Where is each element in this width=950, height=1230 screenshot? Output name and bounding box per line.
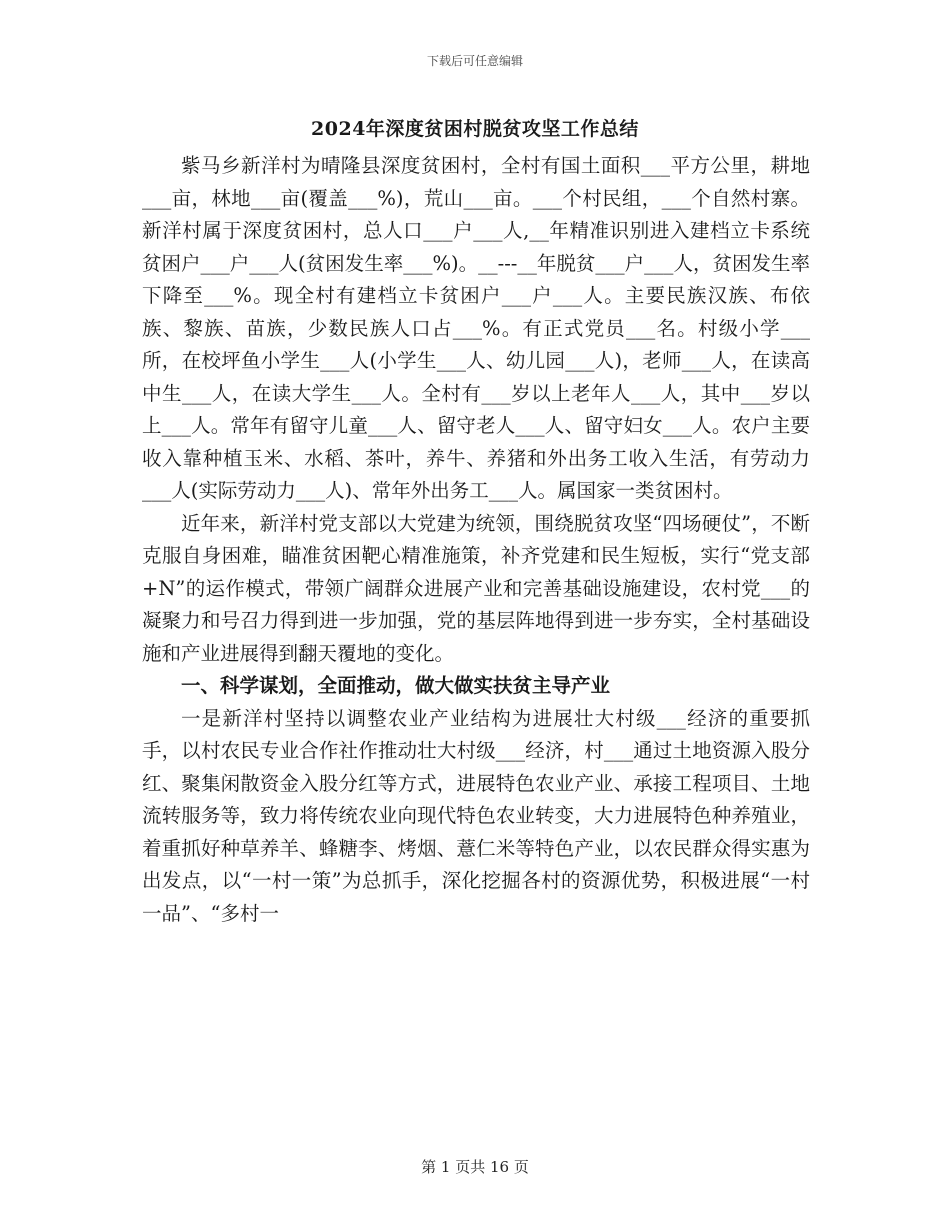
paragraph-party-building: 近年来，新洋村党支部以大党建为统领，围绕脱贫攻坚“四场硬仗”，不断克服自身困难，瞄准贫困靶心精准施策，补齐党建和民生短板，实行“党支部+N”的运作模式，带领广阔群众进展产业和完善基础设施建设，农村党___的凝聚力和号召力得到进一步加强，党的基层阵地得到进一步夯实，全村基础设施和产业进展得到翻天覆地的变化。 bbox=[142, 511, 810, 665]
document-body bbox=[142, 150, 810, 930]
paragraph-industry: 一是新洋村坚持以调整农业产业结构为进展壮大村级___经济的重要抓手，以村农民专业合作社作推动壮大村级___经济，村___通过土地资源入股分红、聚集闲散资金入股分红等方式，进展特色农业产业、承接工程项目、土地流转服务等，致力将传统农业向现代特色农业转变，大力进展特色种养殖业，着重抓好种草养羊、蜂糖李、烤烟、薏仁米等特色产业，以农民群众得实惠为出发点，以“一村一策”为总抓手，深化挖掘各村的资源优势，积极进展“一村一品”、“多村一 bbox=[142, 706, 810, 925]
page-number: 第 1 页共 16 页 bbox=[421, 1158, 529, 1176]
section-heading: 一、科学谋划，全面推动，做大做实扶贫主导产业 bbox=[181, 674, 611, 697]
document-title: 2024年深度贫困村脱贫攻坚工作总结 bbox=[311, 118, 639, 140]
paragraph-village-overview: 紫马乡新洋村为晴隆县深度贫困村，全村有国土面积___平方公里，耕地___亩，林地___亩(覆盖___%)，荒山___亩。___个村民组，___个自然村寨。新洋村属于深度贫困村，总人口___户___人,__年精准识别进入建档立卡系统贫困户___户___人(贫困发生率___%)。__---__年脱贫___户___人，贫困发生率下降至___%。现全村有建档立卡贫困户___户___人。主要民族汉族、布依族、黎族、苗族，少数民族人口占___%。有正式党员___名。村级小学___所，在校坪鱼小学生___人(小学生___人、幼儿园___人)，老师___人，在读高中生___人，在读大学生___人。全村有___岁以上老年人___人，其中___岁以上___人。常年有留守儿童___人、留守老人___人、留守妇女___人。农户主要收入靠种植玉米、水稻、茶叶，养牛、养猪和外出务工收入生活，有劳动力___人(实际劳动力___人)、常年外出务工___人。属国家一类贫困村。 bbox=[142, 154, 810, 502]
header-note: 下载后可任意编辑 bbox=[426, 54, 523, 68]
